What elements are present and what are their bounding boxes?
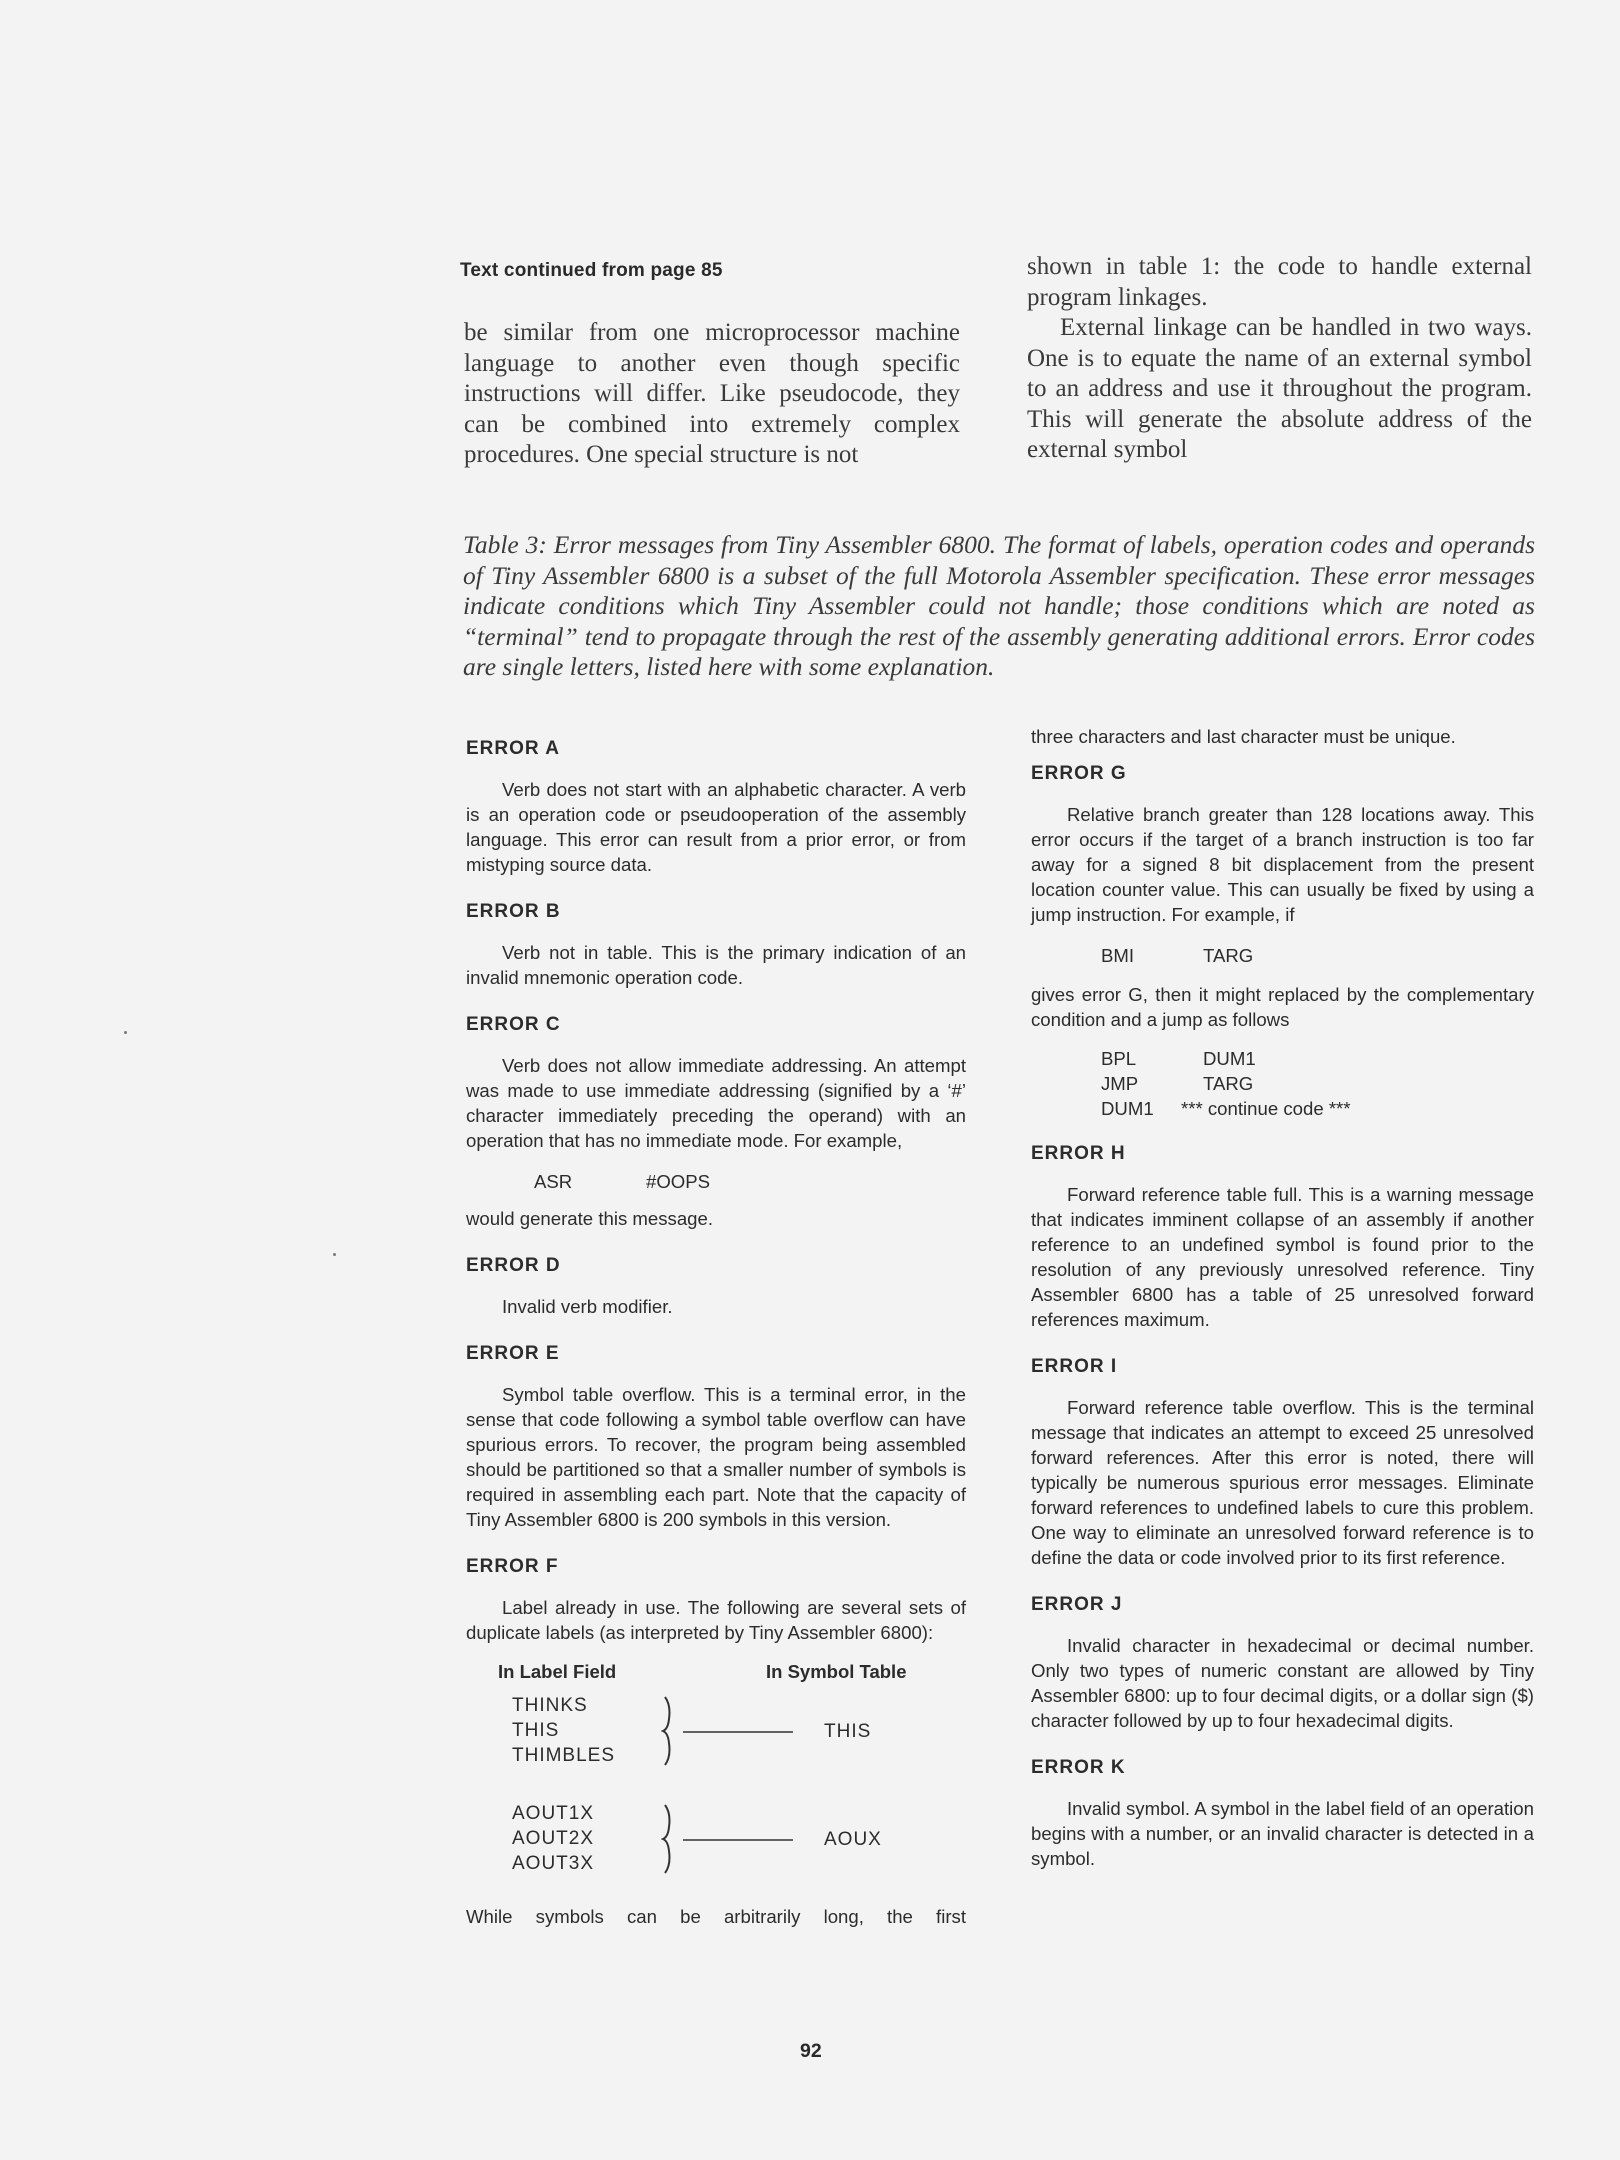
error-c-heading: ERROR C	[466, 1014, 561, 1035]
code-opcode: ASR	[534, 1171, 573, 1192]
label-field-header: In Label Field	[498, 1661, 617, 1682]
error-g-code-replacement	[1101, 1046, 1534, 1121]
errors-right-column	[1031, 724, 1534, 1871]
errors-left-column	[466, 728, 966, 1929]
label-group-1	[512, 1693, 615, 1768]
error-e-heading: ERROR E	[466, 1343, 560, 1364]
error-g-text: Relative branch greater than 128 locations away. This error occurs if the target of a branch instruction is too far away for a signed 8 bit displacement from the present location counter value. This can usually be fixed by using a jump instruction. For example, if	[1031, 804, 1534, 925]
page-number: 92	[800, 2040, 822, 2062]
error-i-section	[1031, 1354, 1534, 1570]
error-e-text: Symbol table overflow. This is a terminal error, in the sense that code following a symbol table overflow can have spurious errors. To recover, the program being assembled should be partitioned so that a smaller number of symbols is required in assembling each part. Note that the capacity of Tiny Assembler 6800 is 200 symbols in this version.	[466, 1384, 966, 1530]
intro-right-paragraph-1: shown in table 1: the code to handle external program linkages.	[1027, 253, 1532, 311]
group-2-symbol: AOUX	[824, 1829, 882, 1850]
intro-left-column	[464, 318, 960, 471]
error-b-heading: ERROR B	[466, 901, 561, 922]
code-operand: TARG	[1203, 945, 1254, 966]
table-caption: Table 3: Error messages from Tiny Assembler 6800. The format of labels, operation codes and operands of Tiny Assembler 6800 is a subset of the full Motorola Assembler specification. These error messages indicate conditions which Tiny Assembler could not handle; those conditions which are noted as “terminal” tend to propagate through the rest of the assembly generating additional errors. Error codes are single letters, listed here with some explanation.	[463, 530, 1535, 681]
error-g-code-example	[1101, 943, 1534, 968]
error-g-heading: ERROR G	[1031, 763, 1127, 784]
error-b-section	[466, 899, 966, 990]
error-f-continued-text: three characters and last character must be unique.	[1031, 726, 1456, 747]
error-c-after-text: would generate this message.	[466, 1208, 714, 1229]
error-f-section	[466, 1554, 966, 1929]
code-operand: TARG	[1203, 1073, 1254, 1094]
label-item: AOUT3X	[512, 1853, 595, 1874]
error-j-text: Invalid character in hexadecimal or decimal number. Only two types of numeric constant are allowed by Tiny Assembler 6800: up to four decimal digits, or a dollar sign ($) character followed by up to four hexadecimal digits.	[1031, 1635, 1534, 1731]
error-d-section	[466, 1253, 966, 1319]
error-g-after-text: gives error G, then it might replaced by the complementary condition and a jump as follows	[1031, 984, 1534, 1030]
intro-right-paragraph-2: External linkage can be handled in two ways. One is to equate the name of an external symbol to an address and use it throughout the program. This will generate the absolute address of the external symbol	[1027, 314, 1532, 463]
code-opcode: BMI	[1101, 945, 1135, 966]
code-line	[1101, 1096, 1534, 1121]
code-operand: DUM1	[1203, 1048, 1256, 1069]
error-c-code-example	[534, 1169, 966, 1194]
code-comment: *** continue code ***	[1181, 1098, 1351, 1119]
error-i-text: Forward reference table overflow. This is the terminal message that indicates an attempt to exceed 25 unresolved forward references. After this error is noted, there will typically be numerous spurious error messages. Eliminate forward references to undefined labels to cure this problem. One way to eliminate an unresolved forward reference is to define the data or code involved prior to its first reference.	[1031, 1397, 1534, 1568]
error-b-text: Verb not in table. This is the primary indication of an invalid mnemonic operation code.	[466, 942, 966, 988]
scan-speck	[124, 1031, 127, 1034]
error-e-section	[466, 1341, 966, 1532]
error-f-after-text: While symbols can be arbitrarily long, the first	[466, 1906, 966, 1927]
intro-left-paragraph: be similar from one microprocessor machine language to another even though specific instructions will differ. Like pseudocode, they can be combined into extremely complex procedures. One special structure is not	[464, 319, 960, 468]
group-1-symbol: THIS	[824, 1721, 872, 1742]
error-a-heading: ERROR A	[466, 738, 560, 759]
error-g-section	[1031, 761, 1534, 1121]
error-h-text: Forward reference table full. This is a warning message that indicates imminent collapse of an assembly if another reference to an undefined symbol is found prior to the resolution of any previously unresolved reference. Tiny Assembler 6800 has a table of 25 unresolved forward references maximum.	[1031, 1184, 1534, 1330]
error-j-heading: ERROR J	[1031, 1594, 1123, 1615]
error-a-section	[466, 736, 966, 877]
code-line	[1101, 1046, 1534, 1071]
continued-heading: Text continued from page 85	[460, 260, 723, 281]
label-item: THIS	[512, 1720, 560, 1741]
error-d-text: Invalid verb modifier.	[502, 1296, 673, 1317]
code-line	[1101, 1071, 1534, 1096]
error-c-text: Verb does not allow immediate addressing. An attempt was made to use immediate addressing (signified by a ‘#’ character immediately preceding the operand) with an operation that has no immediate mode. For example,	[466, 1055, 966, 1151]
label-item: THIMBLES	[512, 1745, 616, 1766]
label-item: THINKS	[512, 1695, 588, 1716]
error-k-heading: ERROR K	[1031, 1757, 1126, 1778]
code-operand: #OOPS	[646, 1171, 711, 1192]
scan-speck	[333, 1253, 336, 1256]
label-group-2	[512, 1801, 594, 1876]
error-k-text: Invalid symbol. A symbol in the label field of an operation begins with a number, or an invalid character is detected in a symbol.	[1031, 1798, 1534, 1869]
error-a-text: Verb does not start with an alphabetic character. A verb is an operation code or pseudooperation of the assembly language. This error can result from a prior error, or from mistyping source data.	[466, 779, 966, 875]
error-d-heading: ERROR D	[466, 1255, 561, 1276]
error-f-text: Label already in use. The following are several sets of duplicate labels (as interpreted by Tiny Assembler 6800):	[466, 1597, 966, 1643]
error-h-section	[1031, 1141, 1534, 1332]
code-label: DUM1	[1101, 1098, 1154, 1119]
label-item: AOUT1X	[512, 1803, 595, 1824]
error-c-section	[466, 1012, 966, 1231]
duplicate-labels-table	[466, 1659, 966, 1904]
code-opcode: BPL	[1101, 1048, 1137, 1069]
intro-right-column	[1027, 252, 1532, 466]
error-i-heading: ERROR I	[1031, 1356, 1118, 1377]
label-item: AOUT2X	[512, 1828, 595, 1849]
error-h-heading: ERROR H	[1031, 1143, 1126, 1164]
group-1-brace	[661, 1695, 851, 1767]
symbol-table-header: In Symbol Table	[766, 1661, 907, 1682]
error-f-heading: ERROR F	[466, 1556, 559, 1577]
code-opcode: JMP	[1101, 1073, 1139, 1094]
error-k-section	[1031, 1755, 1534, 1871]
group-2-brace	[661, 1803, 851, 1875]
error-j-section	[1031, 1592, 1534, 1733]
